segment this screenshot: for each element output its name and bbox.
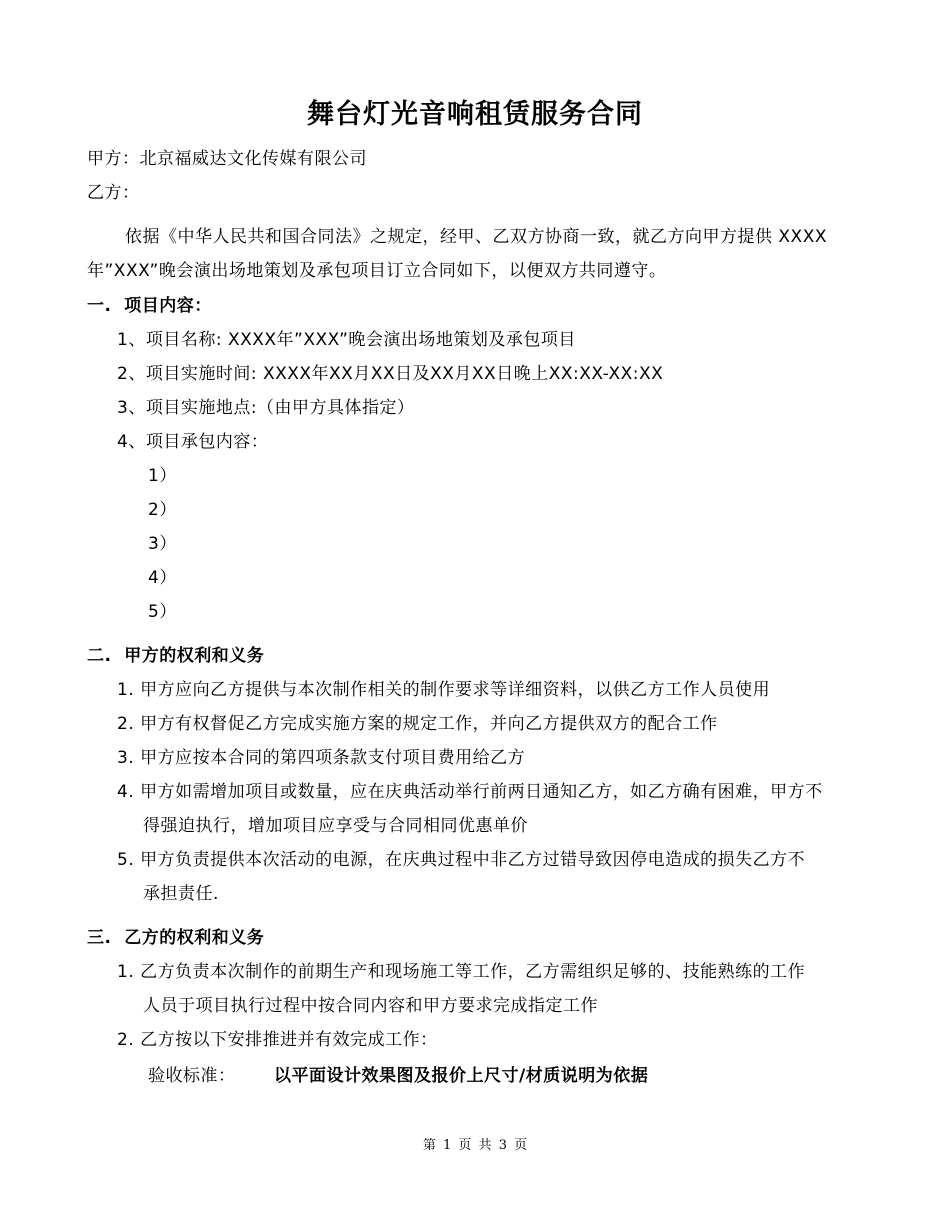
- section-1-item-4: 4、项目承包内容：: [117, 432, 269, 452]
- document-title: 舞台灯光音响租赁服务合同: [307, 99, 643, 130]
- section-1-item-1: 1、项目名称: XXXX年”XXX”晚会演出场地策划及承包项目: [117, 330, 576, 350]
- content-subitem-4: 4）: [148, 568, 177, 588]
- intro-line-2: 年”XXX”晚会演出场地策划及承包项目订立合同如下，以便双方共同遵守。: [87, 261, 667, 281]
- acceptance-value: 以平面设计效果图及报价上尺寸/材质说明为依据: [274, 1066, 649, 1086]
- section-2-line-7: 承担责任.: [143, 884, 219, 904]
- acceptance-label: 验收标准：: [148, 1066, 236, 1086]
- party-a-line: 甲方：北京福威达文化传媒有限公司: [87, 149, 367, 169]
- section-3-line-1: 1. 乙方负责本次制作的前期生产和现场施工等工作，乙方需组织足够的、技能熟练的工作: [117, 962, 806, 982]
- section-2-line-2: 2. 甲方有权督促乙方完成实施方案的规定工作，并向乙方提供双方的配合工作: [117, 714, 718, 734]
- section-1-item-2: 2、项目实施时间: XXXX年XX月XX日及XX月XX日晚上XX:XX-XX:XX: [117, 364, 664, 384]
- section-1-heading: 一. 项目内容：: [87, 296, 212, 316]
- content-subitem-1: 1）: [148, 466, 177, 486]
- content-subitem-3: 3）: [148, 534, 177, 554]
- section-3-line-2: 人员于项目执行过程中按合同内容和甲方要求完成指定工作: [143, 996, 598, 1016]
- content-subitem-5: 5）: [148, 602, 177, 622]
- intro-line-1: 依据《中华人民共和国合同法》之规定，经甲、乙双方协商一致，就乙方向甲方提供 XXXX: [125, 227, 827, 247]
- section-3-heading: 三. 乙方的权利和义务: [87, 928, 265, 948]
- section-3-line-3: 2. 乙方按以下安排推进并有效完成工作：: [117, 1030, 438, 1050]
- section-2-heading: 二. 甲方的权利和义务: [87, 646, 265, 666]
- section-2-line-4: 4. 甲方如需增加项目或数量，应在庆典活动举行前两日通知乙方，如乙方确有困难，甲方不: [117, 782, 823, 802]
- party-b-line: 乙方：: [87, 183, 140, 203]
- content-subitem-2: 2）: [148, 500, 177, 520]
- section-2-line-6: 5. 甲方负责提供本次活动的电源，在庆典过程中非乙方过错导致因停电造成的损失乙方不: [117, 850, 806, 870]
- page-footer: 第 1 页 共 3 页: [422, 1138, 528, 1153]
- section-2-line-1: 1. 甲方应向乙方提供与本次制作相关的制作要求等详细资料，以供乙方工作人员使用: [117, 680, 771, 700]
- section-2-line-3: 3. 甲方应按本合同的第四项条款支付项目费用给乙方: [117, 748, 526, 768]
- section-1-item-3: 3、项目实施地点:（由甲方具体指定）: [117, 398, 415, 418]
- section-2-line-5: 得强迫执行，增加项目应享受与合同相同优惠单价: [143, 816, 528, 836]
